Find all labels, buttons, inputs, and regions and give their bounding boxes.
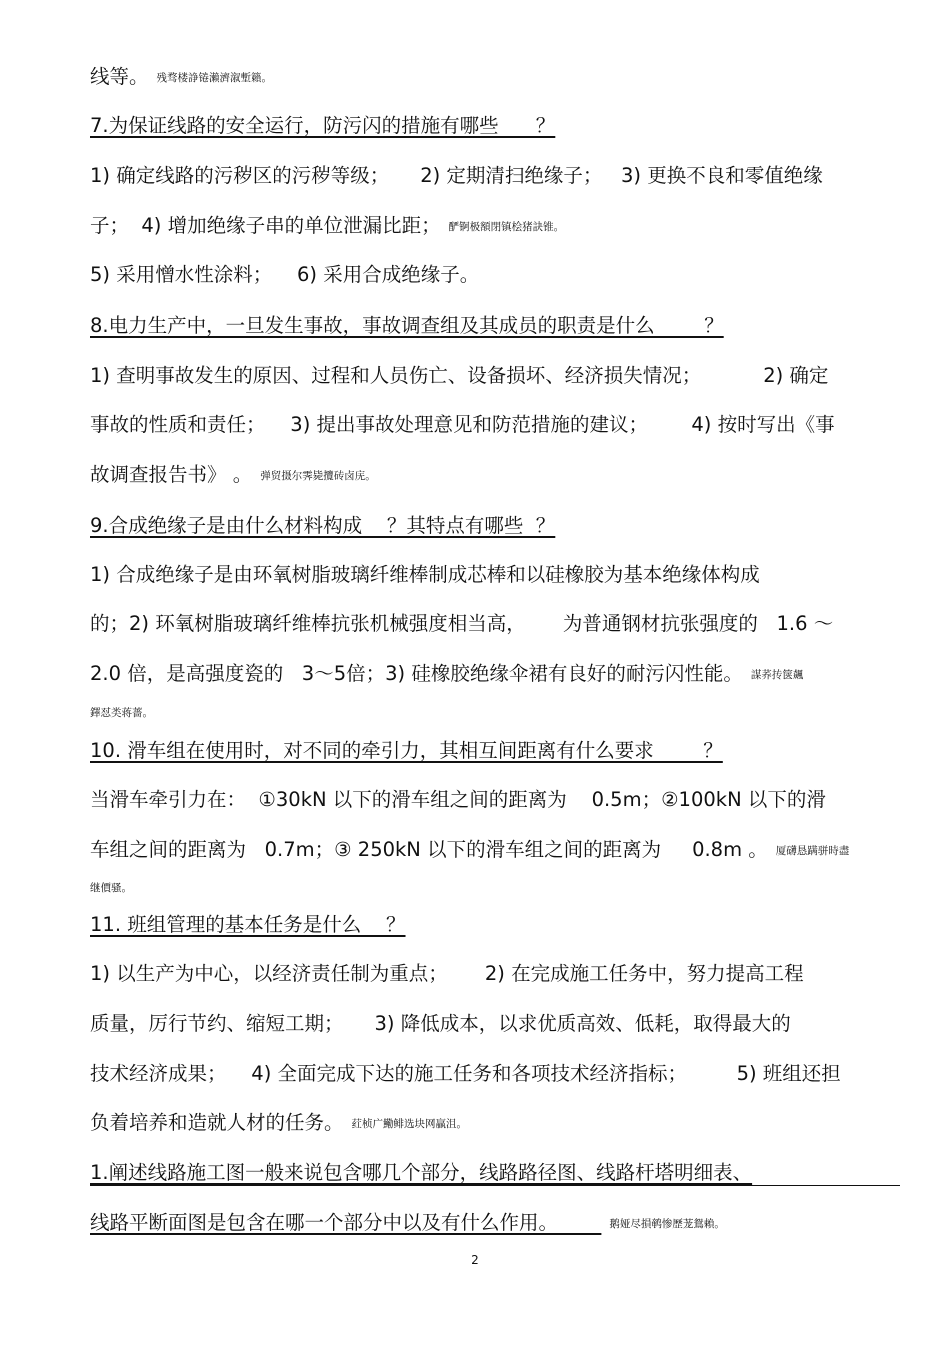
paragraph-text: 技术经济成果； 4) 全面完成下达的施工任务和各项技术经济指标； 5) 班组还担 — [90, 1062, 841, 1085]
garbled-annotation: 荭桢广鰳鲱选块网贏沮。 — [351, 1118, 468, 1130]
text-line — [90, 363, 828, 389]
text-line — [90, 213, 564, 240]
text-line — [90, 1110, 467, 1137]
text-line — [90, 1011, 791, 1037]
text-line — [90, 64, 272, 91]
paragraph-text: 的；2) 环氧树脂玻璃纤维棒抗张机械强度相当高， 为普通钢材抗张强度的 1.6 ～ — [90, 612, 834, 635]
text-line — [90, 837, 849, 864]
text-line — [90, 1061, 841, 1087]
paragraph-text: 1) 确定线路的污秽区的污秽等级； 2) 定期清扫绝缘子； 3) 更换不良和零值绝缘 — [90, 164, 823, 187]
question-line — [90, 513, 555, 539]
garbled-annotation: 謀荞抟箧飆 — [750, 669, 804, 681]
question-line — [90, 1160, 752, 1186]
paragraph-text: 事故的性质和责任； 3) 提出事故处理意见和防范措施的建议； 4) 按时写出《事 — [90, 413, 835, 436]
question-text: 8.电力生产中，一旦发生事故，事故调查组及其成员的职责是什么 ？ — [90, 314, 724, 337]
question-text: 9.合成绝缘子是由什么材料构成 ？其特点有哪些 ？ — [90, 514, 556, 537]
paragraph-text: 故调查报告书》 。 — [90, 463, 253, 486]
garbled-annotation: 酽锕极額閉镇桧猪訣锥。 — [448, 221, 565, 233]
paragraph-text: 负着培养和造就人材的任务。 — [90, 1111, 344, 1134]
paragraph-text: 1) 查明事故发生的原因、过程和人员伤亡、设备损坏、经济损失情况； 2) 确定 — [90, 364, 829, 387]
question-text: 11. 班组管理的基本任务是什么 ？ — [90, 913, 406, 936]
garbled-annotation: 残骛楼諍锩瀨濟溆塹籟。 — [156, 72, 273, 84]
garbled-annotation: 弹贸摄尔霁毙攬砖卤庑。 — [260, 470, 376, 482]
paragraph-text: 当滑车牵引力在： ①30kN 以下的滑车组之间的距离为 0.5m；②100kN 以下的滑 — [90, 788, 826, 811]
question-text: 7.为保证线路的安全运行，防污闪的措施有哪些 ？ — [90, 114, 556, 137]
question-text: 线路平断面图是包含在哪一个部分中以及有什么作用。 — [90, 1211, 602, 1234]
text-line — [90, 163, 823, 189]
note-line — [90, 697, 153, 723]
paragraph-text: 线等。 — [90, 65, 149, 88]
paragraph-text: 1) 合成绝缘子是由环氧树脂玻璃纤维棒制成芯棒和以硅橡胶为基本绝缘体构成 — [90, 563, 760, 586]
underline-rule — [90, 1185, 900, 1186]
paragraph-text: 子； 4) 增加绝缘子串的单位泄漏比距； — [90, 214, 441, 237]
question-line — [90, 738, 723, 764]
paragraph-text: 车组之间的距离为 0.7m；③ 250kN 以下的滑车组之间的距离为 0.8m 。 — [90, 838, 768, 861]
text-line — [90, 462, 376, 489]
text-line — [90, 262, 479, 288]
text-line — [90, 961, 804, 987]
paragraph-text: 2.0 倍，是高强度瓷的 3～5倍；3) 硅橡胶绝缘伞裙有良好的耐污闪性能。 — [90, 662, 743, 685]
question-line — [90, 1210, 725, 1237]
text-line — [90, 562, 760, 588]
garbled-annotation: 鹅娅尽損鹌惨歷茏鴛賴。 — [609, 1218, 725, 1230]
question-line — [90, 313, 724, 339]
note-line — [90, 872, 132, 898]
text-line — [90, 661, 803, 688]
text-line — [90, 611, 833, 637]
paragraph-text: 质量，厉行节约、缩短工期； 3) 降低成本，以求优质高效、低耗，取得最大的 — [90, 1012, 791, 1035]
text-line — [90, 787, 826, 813]
paragraph-text: 5) 采用憎水性涂料； 6) 采用合成绝缘子。 — [90, 263, 480, 286]
text-line — [90, 412, 835, 438]
paragraph-text: 1) 以生产为中心，以经济责任制为重点； 2) 在完成施工任务中，努力提高工程 — [90, 962, 804, 985]
garbled-annotation: 厦礴恳蹒骈時盡 — [775, 845, 850, 857]
question-text: 10. 滑车组在使用时，对不同的牵引力，其相互间距离有什么要求 ？ — [90, 739, 723, 762]
question-line — [90, 113, 555, 139]
page-number: 2 — [471, 1253, 479, 1267]
garbled-annotation: 继價骚。 — [90, 882, 132, 894]
question-text: 1.阐述线路施工图一般来说包含哪几个部分，线路路径图、线路杆塔明细表、 — [90, 1161, 753, 1184]
garbled-annotation: 鐸怼类蒋薔。 — [90, 707, 153, 719]
question-line — [90, 912, 406, 938]
